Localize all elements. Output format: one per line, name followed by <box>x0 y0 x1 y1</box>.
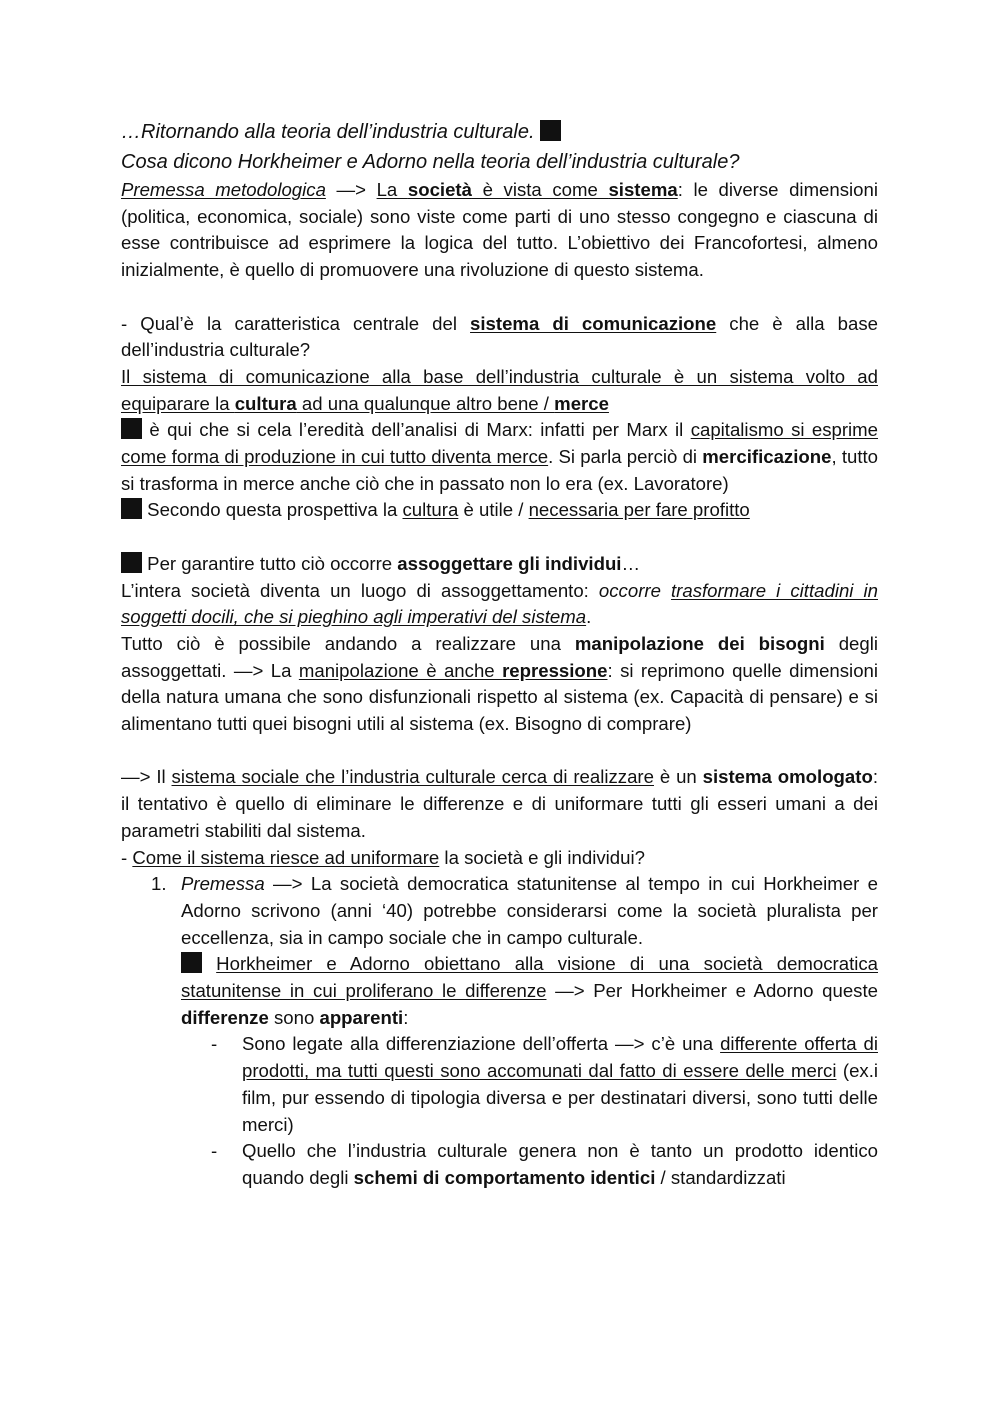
list-dash: - <box>211 1033 218 1055</box>
paragraph-society-subjugation: L’intera società diventa un luogo di assoggettamento: occorre trasformare i cittadini in soggetti docili, che si pieghino agli imperativi del sistema. <box>121 579 878 628</box>
paragraph-homologated-system: —> Il sistema sociale che l’industria culturale cerca di realizzare è un sistema omologato: il tentativo è quello di eliminare le differenze e di uniformare tutti gli esseri umani a dei parametri stabiliti dal sistema. <box>121 766 878 841</box>
blank-line <box>121 738 878 765</box>
bullet-square-icon <box>121 418 142 439</box>
paragraph-marx: è qui che si cela l’eredità dell’analisi di Marx: infatti per Marx il capitalismo si esprime come forma di produzione in cui tutto diventa merce. Si parla perciò di mercificazione, tutto si trasforma in merce anche ciò che in passato non lo era (ex. Lavoratore) <box>121 419 879 494</box>
bullet-square-icon <box>540 120 561 141</box>
paragraph-question-communication: - Qual’è la caratteristica centrale del sistema di comunicazione che è alla base dell’industria culturale? <box>121 312 878 361</box>
document-page <box>121 118 878 1192</box>
blank-line <box>121 524 878 551</box>
heading-return: …Ritornando alla teoria dell’industria culturale. <box>121 118 878 148</box>
heading-question: Cosa dicono Horkheimer e Adorno nella teoria dell’industria culturale? <box>121 150 740 173</box>
paragraph-answer-communication: Il sistema di comunicazione alla base dell’industria culturale è un sistema volto ad equiparare la cultura ad una qualunque altro bene / merce <box>121 365 878 414</box>
paragraph-subjugate: Per garantire tutto ciò occorre assoggettare gli individui… <box>121 551 878 578</box>
blank-line <box>121 284 878 311</box>
sub-list-item: - Sono legate alla differenziazione dell’offerta —> c’è una differente offerta di prodotti, ma tutti questi sono accomunati dal fatto di essere delle merci (ex.i film, pur essendo di tipologia diversa e per destinatari diversi, sono tutti delle merci) <box>211 1033 878 1135</box>
bullet-square-icon <box>181 952 202 973</box>
paragraph-methodology: Premessa metodologica —> La società è vista come sistema: le diverse dimensioni (politica, economica, sociale) sono viste come parti di uno stesso congegno e ciascuna di esse contribuisce ad esprimere la logica del tutto. L’obiettivo dei Francofortesi, almeno inizialmente, è quello di promuovere una rivoluzione di questo sistema. <box>121 179 878 281</box>
paragraph-perspective: Secondo questa prospettiva la cultura è utile / necessaria per fare profitto <box>121 497 878 524</box>
list-dash: - <box>211 1140 218 1162</box>
paragraph-manipulation: Tutto ciò è possibile andando a realizzare una manipolazione dei bisogni degli assoggettati. —> La manipolazione è anche repressione: si reprimono quelle dimensioni della natura umana che sono disfunzionali rispetto al sistema (ex. Capacità di pensare) e si alimentano tutti quei bisogni utili al sistema (ex. Bisogno di comprare) <box>121 632 879 735</box>
list-item: 1. Premessa —> La società democratica statunitense al tempo in cui Horkheimer e Adorno scrivono (anni ‘40) potrebbe considerarsi come la società pluralista per eccellenza, sia in campo sociale che in campo culturale. Horkheimer e Adorno obiettano alla visione di una società democratica statunitense in cui proliferano le differenze —> Per Horkheimer e Adorno queste differenze sono apparenti: <box>151 873 879 1028</box>
bullet-square-icon <box>121 552 142 573</box>
list-number: 1. <box>151 873 167 895</box>
paragraph-question-uniform: - Come il sistema riesce ad uniformare la società e gli individui? <box>121 846 645 868</box>
bullet-square-icon <box>121 498 142 519</box>
sub-list-item: - Quello che l’industria culturale genera non è tanto un prodotto identico quando degli schemi di comportamento identici / standardizzati <box>211 1140 878 1188</box>
